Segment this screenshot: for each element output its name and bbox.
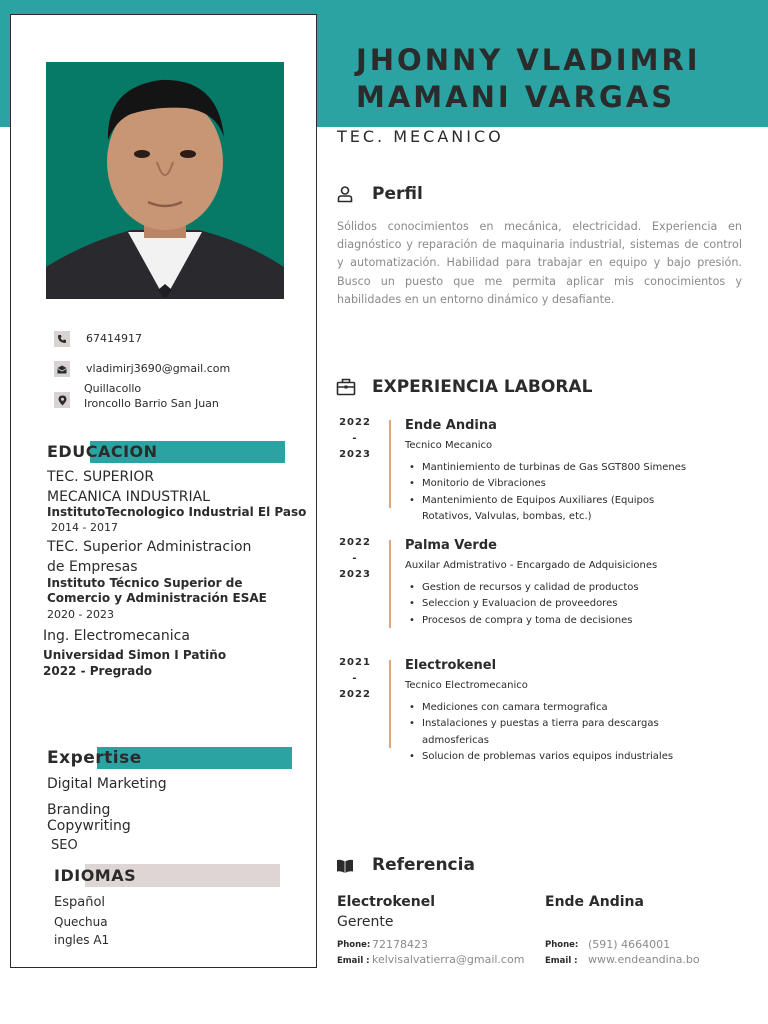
duty-item: • Mantiniemiento de turbinas de Gas SGT800 Simenes: [405, 460, 725, 476]
duty-item: • Gestion de recursos y calidad de productos: [405, 580, 725, 596]
education-title: EDUCACION: [47, 442, 158, 461]
job-3-role: Tecnico Electromecanico: [405, 680, 528, 691]
duty-item: • Monitorio de Vibraciones: [405, 476, 725, 492]
name-line-1: JHONNY VLADIMRI: [356, 43, 701, 77]
reference-2-phone-label: Phone:: [545, 940, 579, 950]
job-1-role: Tecnico Mecanico: [405, 440, 493, 451]
expertise-item: Branding: [47, 802, 111, 818]
email-address: vladimirj3690@gmail.com: [86, 362, 231, 375]
job-year-start: 2022: [339, 537, 371, 548]
job-3-years: [336, 655, 374, 703]
user-icon: [336, 185, 354, 203]
job-2-duties: [405, 580, 725, 629]
edu-2-years: 2020 - 2023: [47, 608, 114, 621]
timeline-line: [389, 540, 391, 628]
job-1-company: Ende Andina: [405, 418, 497, 433]
briefcase-icon: [336, 377, 356, 397]
duty-item: • Solucion de problemas varios equipos industriales: [405, 749, 725, 765]
reference-1-email-label: Email :: [337, 956, 370, 966]
reference-1-email: kelvisalvatierra@gmail.com: [372, 953, 525, 966]
address-line-2: Ironcollo Barrio San Juan: [84, 397, 219, 410]
reference-1-role: Gerente: [337, 914, 394, 930]
language-item: Español: [54, 895, 106, 910]
reference-2-company: Ende Andina: [545, 894, 644, 910]
duty-item: • Mantenimiento de Equipos Auxiliares (Equipos Rotativos, Valvulas, bombas, etc.): [405, 493, 675, 526]
edu-2-school-line2: Comercio y Administración ESAE: [47, 591, 267, 605]
job-year-dash: -: [352, 673, 358, 684]
edu-2-school-line1: Instituto Técnico Superior de: [47, 576, 243, 590]
profile-text: Sólidos conocimientos en mecánica, electricidad. Experiencia en diagnóstico y reparación de maquinaria industrial, sistemas de control y automatización. Habilidad para trabajar en equipo y bajo presión. Busco un puesto que me permita aplicar mis conocimientos y habilidades en un entorno dinámico y desafiante.: [337, 220, 742, 306]
profile-title: Perfil: [372, 184, 423, 204]
reference-2-email-label: Email :: [545, 956, 578, 966]
reference-1-company: Electrokenel: [337, 894, 436, 910]
edu-3-degree: Ing. Electromecanica: [43, 628, 190, 644]
edu-3-school: Universidad Simon I Patiño: [43, 648, 227, 662]
edu-1-degree-line2: MECANICA INDUSTRIAL: [47, 489, 210, 505]
book-icon: [336, 857, 354, 875]
job-year-start: 2021: [339, 657, 371, 668]
reference-title: Referencia: [372, 855, 475, 875]
duty-item: • Seleccion y Evaluacion de proveedores: [405, 596, 725, 612]
edu-2-degree-line2: de Empresas: [47, 559, 138, 575]
job-2-company: Palma Verde: [405, 538, 497, 553]
expertise-title: Expertise: [47, 748, 142, 768]
reference-2-email: www.endeandina.bo: [588, 953, 700, 966]
timeline-line: [389, 660, 391, 748]
name-line-2: MAMANI VARGAS: [356, 80, 676, 114]
phone-number: 67414917: [86, 332, 142, 345]
reference-1-phone: 72178423: [372, 938, 428, 951]
edu-1-years: 2014 - 2017: [51, 521, 118, 534]
job-2-role: Auxilar Admistrativo - Encargado de Adquisiciones: [405, 560, 658, 571]
job-1-duties: [405, 460, 725, 525]
reference-2-phone: (591) 4664001: [588, 938, 671, 951]
profile-photo: [46, 62, 284, 299]
edu-3-years: 2022 - Pregrado: [43, 664, 153, 678]
experience-title: EXPERIENCIA LABORAL: [372, 377, 593, 397]
job-1-years: [336, 415, 374, 463]
timeline-line: [389, 420, 391, 508]
phone-icon: [54, 331, 70, 347]
expertise-item: SEO: [51, 838, 78, 853]
full-name: [356, 42, 701, 116]
job-year-dash: -: [352, 433, 358, 444]
job-year-end: 2023: [339, 449, 371, 460]
job-year-end: 2023: [339, 569, 371, 580]
job-2-years: [336, 535, 374, 583]
expertise-item: Digital Marketing: [47, 776, 167, 792]
location-pin-icon: [54, 392, 70, 408]
reference-1-phone-label: Phone:: [337, 940, 371, 950]
edu-1-school: InstitutoTecnologico Industrial El Paso: [47, 505, 307, 519]
job-year-end: 2022: [339, 689, 371, 700]
job-title: TEC. MECANICO: [337, 127, 504, 146]
expertise-item: Copywriting: [47, 818, 131, 834]
job-year-dash: -: [352, 553, 358, 564]
language-item: Quechua: [54, 915, 108, 929]
duty-item: • Instalaciones y puestas a tierra para descargas admosfericas: [405, 716, 690, 749]
language-item: ingles A1: [54, 933, 110, 947]
job-3-duties: [405, 700, 725, 765]
edu-2-degree-line1: TEC. Superior Administracion: [47, 539, 252, 555]
address-line-1: Quillacollo: [84, 382, 142, 395]
envelope-icon: [54, 361, 70, 377]
job-year-start: 2022: [339, 417, 371, 428]
duty-item: • Procesos de compra y toma de decisiones: [405, 613, 725, 629]
edu-1-degree-line1: TEC. SUPERIOR: [47, 469, 155, 485]
job-3-company: Electrokenel: [405, 658, 497, 673]
duty-item: • Mediciones con camara termografica: [405, 700, 725, 716]
languages-title: IDIOMAS: [54, 866, 137, 885]
